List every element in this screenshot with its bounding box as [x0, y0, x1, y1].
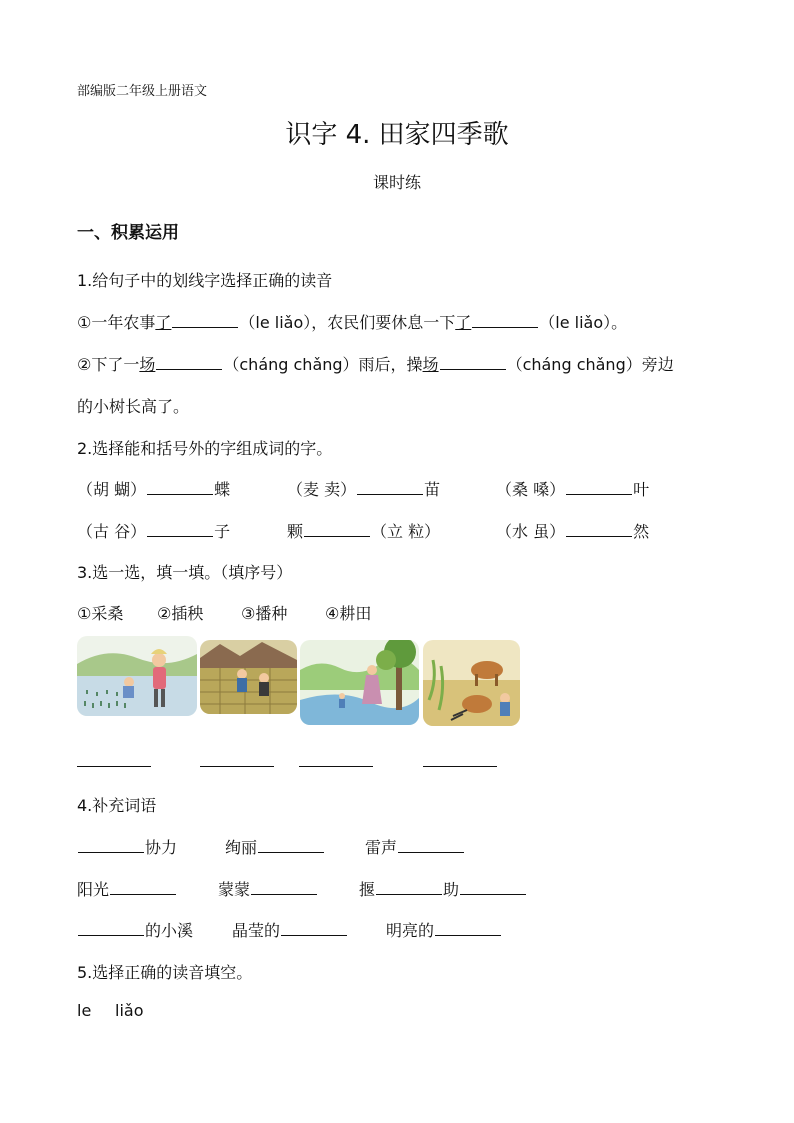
- page-title: 识字 4. 田家四季歌: [285, 120, 509, 150]
- answer-blank[interactable]: [77, 766, 151, 767]
- answer-blank[interactable]: [251, 878, 317, 895]
- q2-item: 颗 （立 粒）: [287, 522, 441, 541]
- answer-blank[interactable]: [566, 478, 632, 495]
- q3-prompt: 3.选一选，填一填。（填序号）: [77, 563, 293, 582]
- answer-blank[interactable]: [357, 478, 423, 495]
- answer-blank[interactable]: [566, 520, 632, 537]
- underlined-char: 了: [455, 313, 472, 332]
- q2-item: （桑 嗓） 叶: [496, 480, 650, 499]
- answer-blank[interactable]: [110, 878, 176, 895]
- rice-transplanting-picture: [77, 636, 197, 716]
- underlined-char: 了: [155, 313, 172, 332]
- q2-item: （水 虽） 然: [496, 522, 650, 541]
- q4-item: 阳光: [77, 877, 177, 900]
- answer-blank[interactable]: [472, 311, 538, 328]
- answer-blank[interactable]: [376, 878, 442, 895]
- answer-blank[interactable]: [281, 919, 347, 936]
- q4-item: 协力: [77, 835, 177, 858]
- answer-blank[interactable]: [156, 353, 222, 370]
- q4-item: 雷声: [365, 835, 465, 858]
- q5-option: le: [77, 1001, 92, 1020]
- section-heading: 一、积累运用: [77, 223, 179, 243]
- answer-blank[interactable]: [304, 520, 370, 537]
- answer-blank[interactable]: [78, 836, 144, 853]
- q1-line3: 的小树长高了。: [77, 397, 190, 416]
- page-subtitle: 课时练: [372, 173, 421, 192]
- q3-option: ④耕田: [325, 604, 372, 623]
- answer-blank[interactable]: [147, 520, 213, 537]
- q3-option: ②插秧: [157, 604, 204, 623]
- q4-item: 晶莹的: [232, 918, 348, 941]
- q2-item: （胡 蝴） 蝶: [77, 480, 231, 499]
- answer-blank[interactable]: [460, 878, 526, 895]
- q3-option: ③播种: [241, 604, 288, 623]
- answer-blank[interactable]: [435, 919, 501, 936]
- q5-option: liǎo: [115, 1001, 144, 1020]
- q1-line1: ①一年农事了 （le liǎo），农民们要休息一下了 （le liǎo）。: [77, 313, 628, 332]
- q2-prompt: 2.选择能和括号外的字组成词的字。: [77, 439, 333, 458]
- underlined-char: 场: [422, 355, 439, 374]
- answer-blank[interactable]: [423, 766, 497, 767]
- q4-prompt: 4.补充词语: [77, 796, 157, 815]
- mulberry-picking-picture: [300, 640, 419, 725]
- q4-item: 绚丽: [225, 835, 325, 858]
- answer-blank[interactable]: [398, 836, 464, 853]
- answer-blank[interactable]: [440, 353, 506, 370]
- answer-blank[interactable]: [200, 766, 274, 767]
- q4-item: 明亮的: [386, 918, 502, 941]
- answer-blank[interactable]: [78, 919, 144, 936]
- q5-prompt: 5.选择正确的读音填空。: [77, 963, 253, 982]
- edition-label: 部编版二年级上册语文: [77, 84, 208, 99]
- sowing-picture: [200, 640, 297, 714]
- q1-prompt: 1.给句子中的划线字选择正确的读音: [77, 271, 333, 290]
- q3-option: ①采桑: [77, 604, 124, 623]
- q1-line2: ②下了一场 （cháng chǎng）雨后，操场 （cháng chǎng）旁边: [77, 355, 674, 374]
- q4-item: 蒙蒙: [218, 877, 318, 900]
- plowing-picture: [423, 640, 520, 726]
- q2-item: （古 谷） 子: [77, 522, 231, 541]
- q4-item: 揠 助: [359, 877, 527, 900]
- answer-blank[interactable]: [299, 766, 373, 767]
- underlined-char: 场: [139, 355, 156, 374]
- q2-item: （麦 卖） 苗: [287, 480, 441, 499]
- answer-blank[interactable]: [258, 836, 324, 853]
- answer-blank[interactable]: [147, 478, 213, 495]
- q4-item: 的小溪: [77, 918, 193, 941]
- answer-blank[interactable]: [172, 311, 238, 328]
